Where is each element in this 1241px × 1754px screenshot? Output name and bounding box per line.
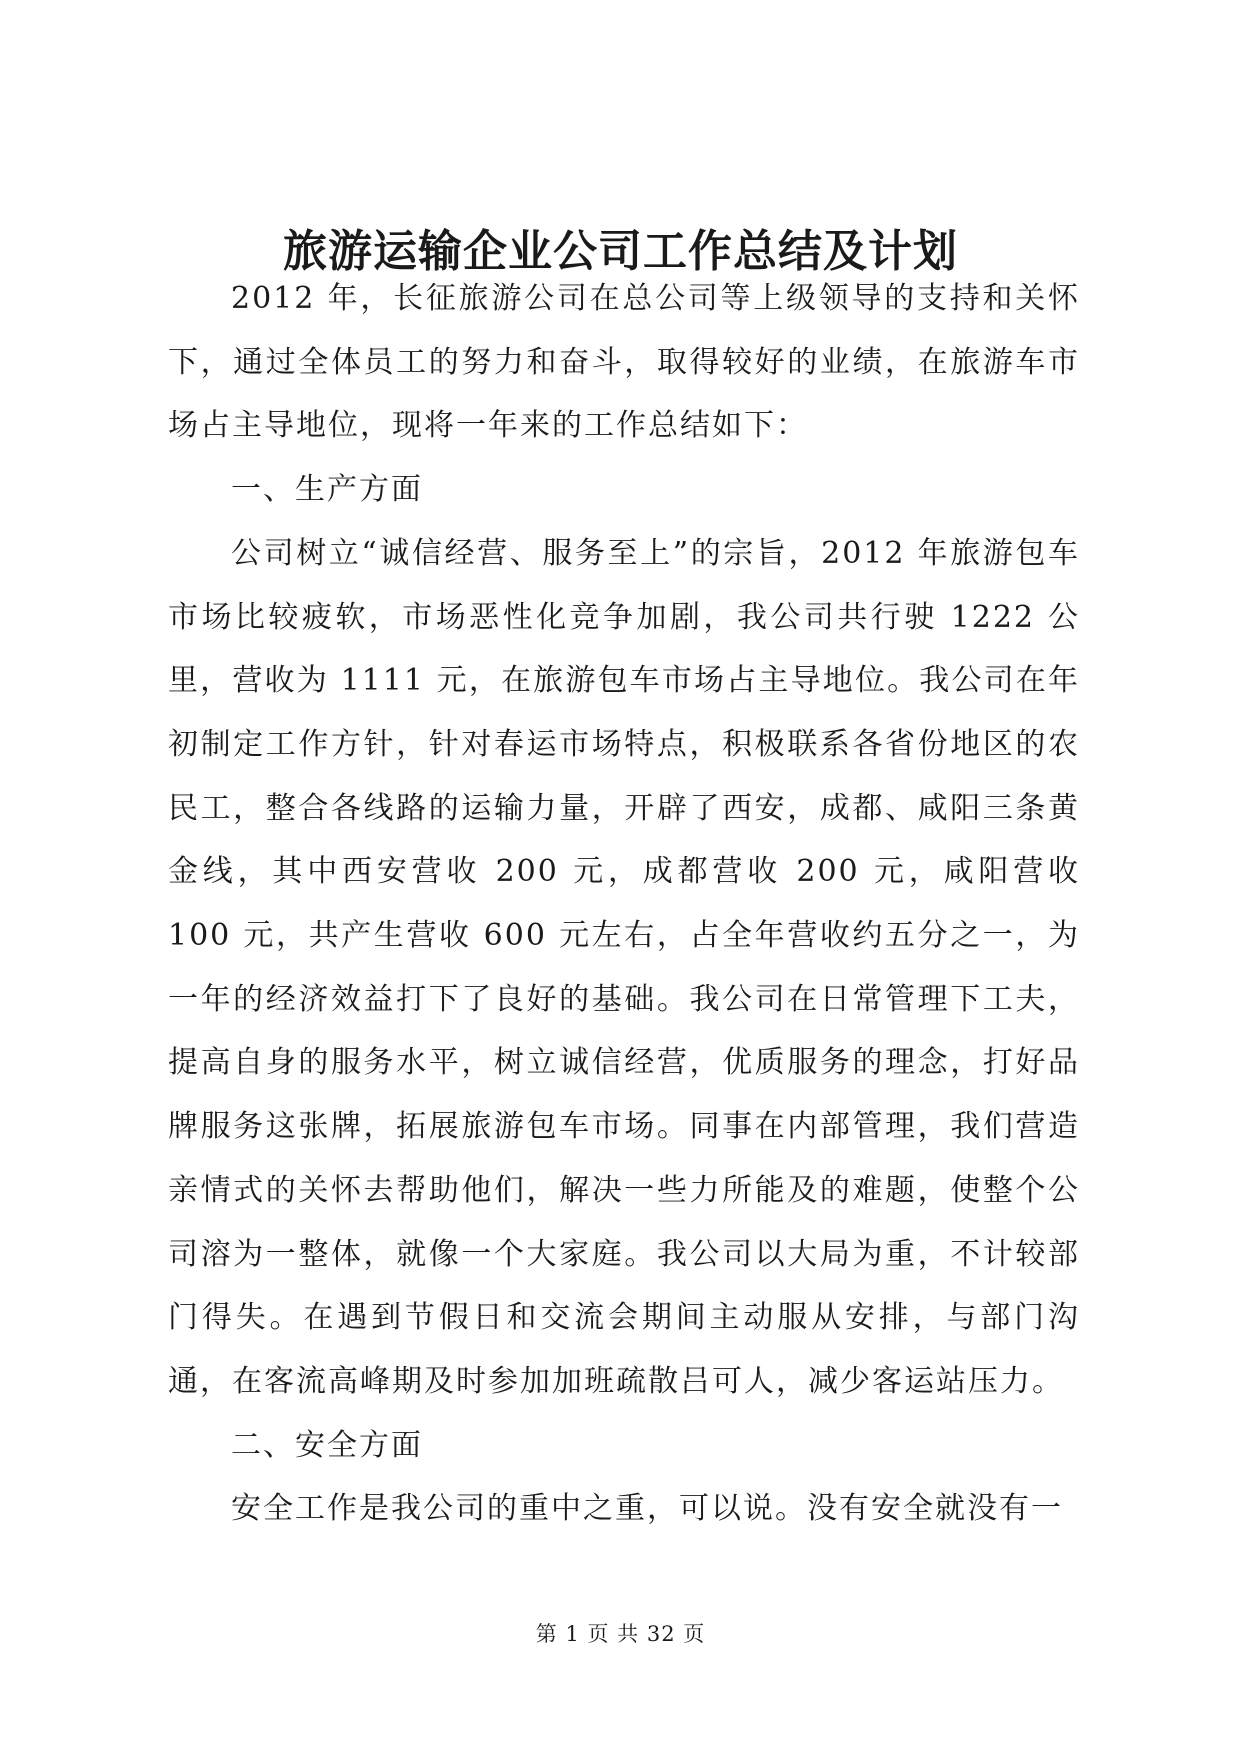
section-heading-production: 一、生产方面	[231, 472, 423, 508]
section-heading-safety: 二、安全方面	[231, 1427, 423, 1463]
document-body	[168, 267, 1080, 1541]
page-number-footer: 第 1 页 共 32 页	[535, 1622, 706, 1646]
paragraph-safety: 安全工作是我公司的重中之重，可以说。没有安全就没有一	[231, 1491, 1063, 1527]
paragraph-production: 公司树立“诚信经营、服务至上”的宗旨，2012 年旅游包车市场比较疲软，市场恶性化竞争加剧，我公司共行驶 1222 公里，营收为 1111 元，在旅游包车市场占主导地位。我公司在年初制定工作方针，针对春运市场特点，积极联系各省份地区的农民工，整合各线路的运输力量，开辟了西安，成都、咸阳三条黄金线，其中西安营收 200 元，成都营收 200 元，咸阳营收 100 元，共产生营收 600 元左右，占全年营收约五分之一，为一年的经济效益打下了良好的基础。我公司在日常管理下工夫，提高自身的服务水平，树立诚信经营，优质服务的理念，打好品牌服务这张牌，拓展旅游包车市场。同事在内部管理，我们营造亲情式的关怀去帮助他们，解决一些力所能及的难题，使整个公司溶为一整体，就像一个大家庭。我公司以大局为重，不计较部门得失。在遇到节假日和交流会期间主动服从安排，与部门沟通，在客流高峰期及时参加加班疏散吕可人，减少客运站压力。	[168, 535, 1080, 1399]
paragraph-intro: 2012 年，长征旅游公司在总公司等上级领导的支持和关怀下，通过全体员工的努力和奋斗，取得较好的业绩，在旅游车市场占主导地位，现将一年来的工作总结如下：	[168, 281, 1080, 444]
document-title: 旅游运输企业公司工作总结及计划	[283, 226, 958, 277]
